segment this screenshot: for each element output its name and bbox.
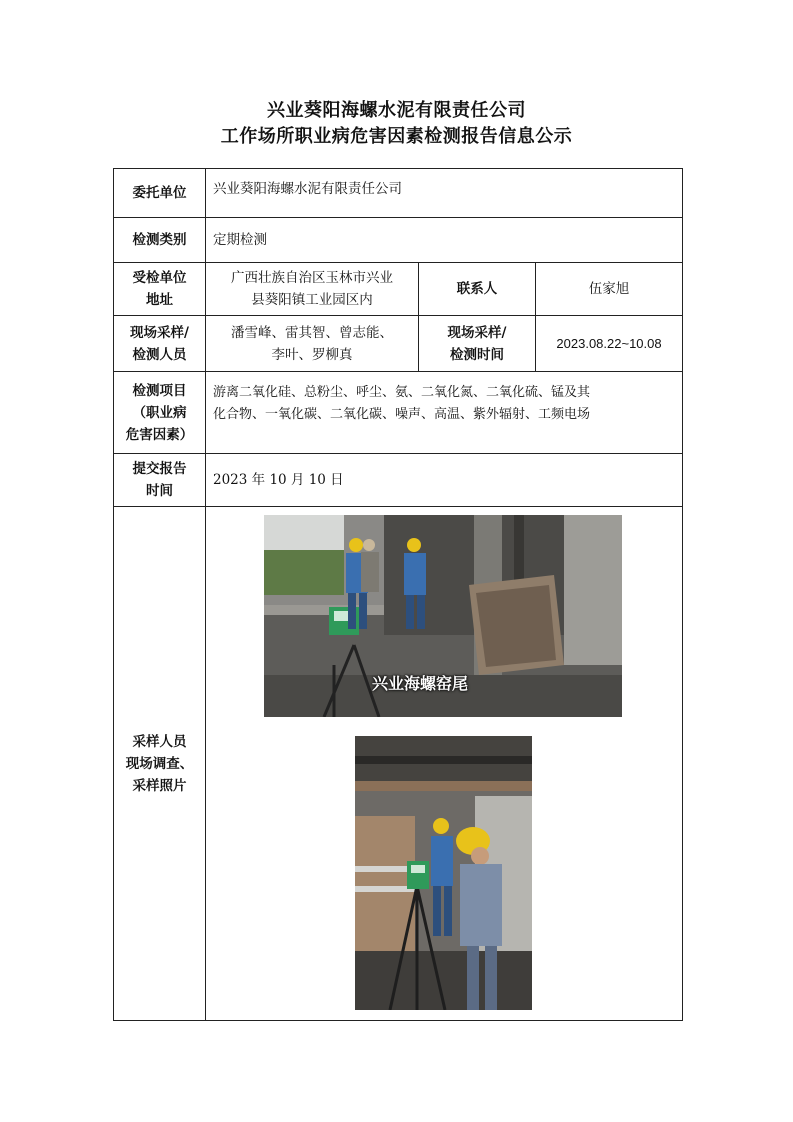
address-label-line2: 地址 <box>146 292 173 308</box>
staff-value <box>206 316 419 372</box>
row-submit <box>114 454 683 507</box>
category-value: 定期检测 <box>206 218 683 263</box>
row-category <box>114 218 683 263</box>
address-value-line1: 广西壮族自治区玉林市兴业 <box>231 270 393 286</box>
row-staff <box>114 316 683 372</box>
staff-label-line2: 检测人员 <box>132 346 187 363</box>
client-value: 兴业葵阳海螺水泥有限责任公司 <box>206 169 683 218</box>
contact-value: 伍家旭 <box>536 263 683 316</box>
photos-label-line1: 采样人员 <box>132 733 187 750</box>
address-label-line1: 受检单位 <box>132 270 187 286</box>
report-title-line2: 工作场所职业病危害因素检测报告信息公示 <box>220 126 573 147</box>
items-value-line1: 游离二氧化硅、总粉尘、呼尘、氨、二氧化氮、二氧化硫、锰及其 <box>213 385 591 400</box>
report-title-line1: 兴业葵阳海螺水泥有限责任公司 <box>267 100 526 121</box>
row-address <box>114 263 683 316</box>
test-time-label-line1: 现场采样/ <box>447 324 507 341</box>
staff-label <box>114 316 206 372</box>
photos-label <box>114 507 206 1021</box>
row-items <box>114 372 683 454</box>
site-photo-sampling <box>355 736 532 1010</box>
test-time-label <box>419 316 536 372</box>
address-value-line2: 县葵阳镇工业园区内 <box>251 292 373 308</box>
staff-label-line1: 现场采样/ <box>130 324 189 341</box>
submit-label-line2: 时间 <box>146 483 173 499</box>
site-photo-kiln-tail <box>264 515 622 717</box>
photos-label-line3: 采样照片 <box>132 777 187 794</box>
contact-label: 联系人 <box>419 263 536 316</box>
items-label-line2: （职业病 <box>132 404 187 421</box>
sampling-scene <box>355 736 532 1010</box>
client-label: 委托单位 <box>114 169 206 218</box>
address-label <box>114 263 206 316</box>
test-time-value: 2023.08.22~10.08 <box>536 316 683 372</box>
row-client <box>114 169 683 218</box>
photos-label-line2: 现场调查、 <box>125 755 194 772</box>
row-photos <box>114 507 683 1021</box>
submit-value: 2023 年 10 月 10 日 <box>206 454 683 507</box>
items-value <box>206 372 683 454</box>
category-label: 检测类别 <box>114 218 206 263</box>
report-info-table <box>113 168 683 1021</box>
items-label-line3: 危害因素） <box>125 426 194 443</box>
items-label <box>114 372 206 454</box>
submit-label <box>114 454 206 507</box>
items-value-line2: 化合物、一氧化碳、二氧化碳、噪声、高温、紫外辐射、工频电场 <box>213 407 591 422</box>
items-label-line1: 检测项目 <box>132 382 187 399</box>
kiln-tail-caption: 兴业海螺窑尾 <box>372 674 469 693</box>
staff-value-line2: 李叶、罗柳真 <box>271 346 353 363</box>
staff-value-line1: 潘雪峰、雷其智、曾志能、 <box>231 324 393 341</box>
submit-label-line1: 提交报告 <box>132 461 187 477</box>
address-value <box>206 263 419 316</box>
photos-cell <box>206 507 683 1021</box>
test-time-label-line2: 检测时间 <box>450 346 504 363</box>
